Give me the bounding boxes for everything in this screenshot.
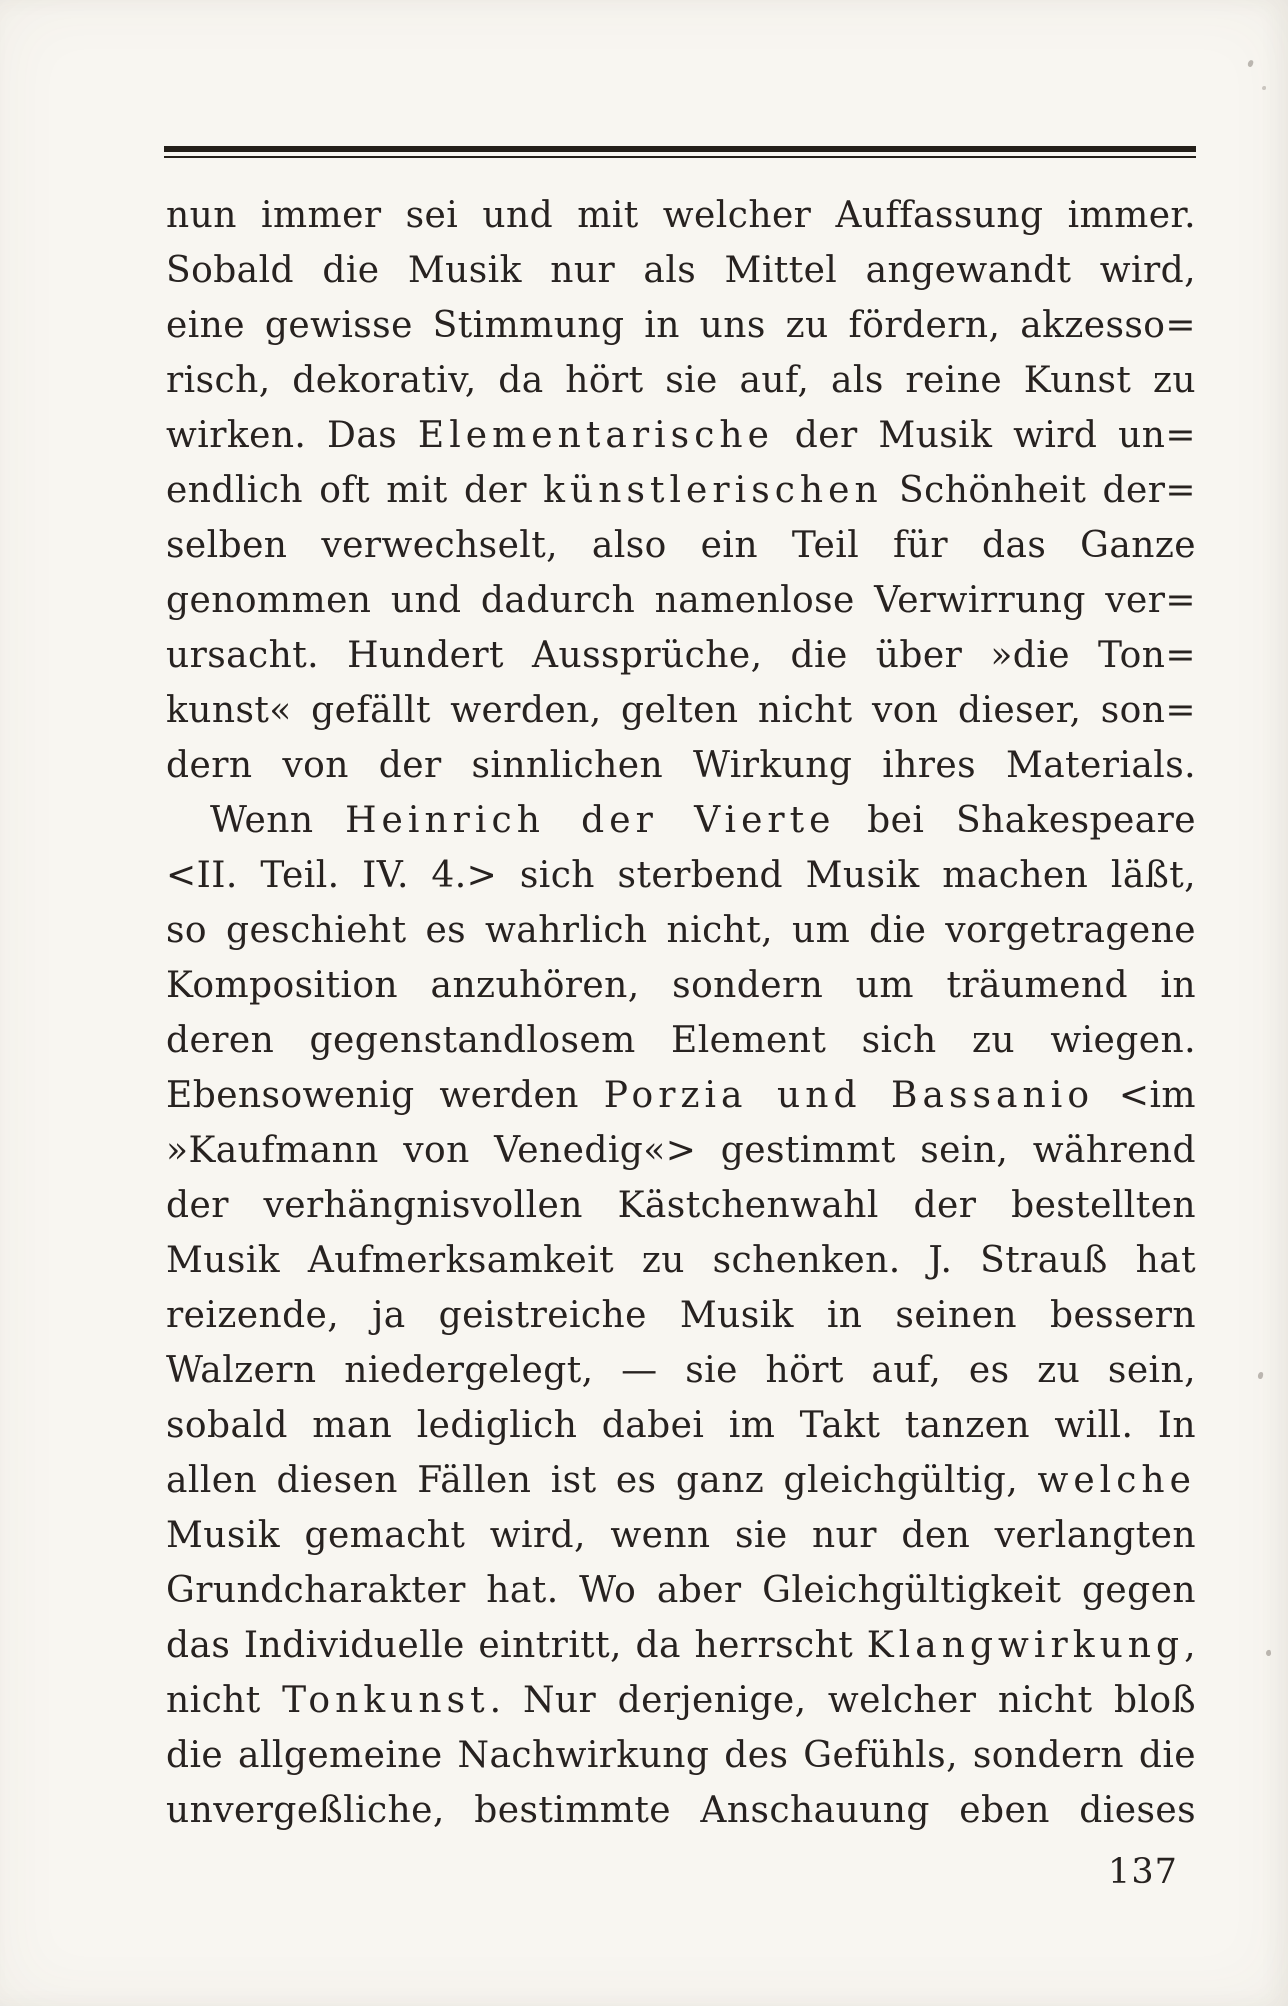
text-segment: deren gegenstandlosem Element sich zu wiegen. [166,1020,1196,1061]
text-segment: sobald man lediglich dabei im Takt tanzen will. In [166,1405,1196,1446]
text-line [166,1618,1196,1673]
text-line [166,353,1196,408]
text-line [166,408,1196,463]
text-line [166,738,1196,793]
text-line [166,683,1196,738]
text-line [166,1563,1196,1618]
text-line [166,298,1196,353]
text-segment: »Kaufmann von Venedig«> gestimmt sein, während [166,1130,1196,1171]
text-segment: Musik gemacht wird, wenn sie nur den verlangten [166,1515,1196,1556]
header-double-rule [164,146,1196,158]
text-segment: allen diesen Fällen ist es ganz gleichgültig, [166,1460,1038,1501]
text-line [166,1453,1196,1508]
text-segment: . Nur derjenige, welcher nicht bloß [489,1680,1196,1721]
text-line [166,1013,1196,1068]
text-line [166,1233,1196,1288]
text-segment: die allgemeine Nachwirkung des Gefühls, sondern die [166,1735,1196,1776]
text-line [166,1123,1196,1178]
text-line [166,1343,1196,1398]
text-line [166,1783,1196,1838]
page-number: 137 [1108,1852,1178,1892]
text-line [166,628,1196,683]
text-segment: Wenn [210,800,346,841]
letterspaced-text-segment: Tonkunst [282,1680,490,1721]
text-segment: dern von der sinnlichen Wirkung ihres Materials. [166,745,1196,786]
text-segment: Walzern niedergelegt, — sie hört auf, es zu sein, [166,1350,1196,1391]
letterspaced-text-segment: Heinrich der Vierte [345,800,836,841]
text-segment: Musik Aufmerksamkeit zu schenken. J. Strauß hat [166,1240,1196,1281]
letterspaced-text-segment: welche [1037,1460,1196,1501]
text-segment: so geschieht es wahrlich nicht, um die vorgetragene [166,910,1196,951]
text-segment: Ebensowenig werden [166,1075,604,1116]
text-segment: <im [1094,1075,1196,1116]
text-line [166,188,1196,243]
text-segment: selben verwechselt, also ein Teil für das Ganze [166,525,1196,566]
text-line [166,573,1196,628]
text-segment: reizende, ja geistreiche Musik in seinen bessern [166,1295,1196,1336]
letterspaced-text-segment: Porzia und Bassanio [603,1075,1095,1116]
text-segment: ursacht. Hundert Aussprüche, die über »die Ton= [166,635,1196,676]
text-segment: der Musik wird un= [773,415,1196,456]
letterspaced-text-segment: Klangwirkung [866,1625,1185,1666]
text-line [166,1728,1196,1783]
text-line [166,1068,1196,1123]
letterspaced-text-segment: Elementarische [417,415,774,456]
text-segment: unvergeßliche, bestimmte Anschauung eben dieses [166,1790,1196,1831]
text-line [166,243,1196,298]
text-line [166,1673,1196,1728]
text-segment: bei Shakespeare [835,800,1196,841]
text-segment: eine gewisse Stimmung in uns zu fördern, akzesso= [166,305,1196,346]
text-segment: nicht [166,1680,283,1721]
text-segment: , [1184,1625,1196,1666]
page-text [166,188,1196,1838]
text-segment: kunst« gefällt werden, gelten nicht von dieser, son= [166,690,1196,731]
scan-speck [1257,1372,1263,1380]
text-segment: <II. Teil. IV. 4.> sich sterbend Musik machen läßt, [166,855,1196,896]
text-segment: Grundcharakter hat. Wo aber Gleichgültigkeit gegen [166,1570,1196,1611]
text-segment: wirken. Das [166,415,418,456]
letterspaced-text-segment: künstlerischen [543,470,883,511]
text-segment: Schönheit der= [882,470,1196,511]
text-line [166,848,1196,903]
text-segment: der verhängnisvollen Kästchenwahl der bestellten [166,1185,1196,1226]
text-segment: risch, dekorativ, da hört sie auf, als reine Kunst zu [166,360,1196,401]
scan-speck [1262,86,1266,90]
text-line [166,518,1196,573]
scan-speck [1266,1650,1272,1657]
text-line [166,958,1196,1013]
text-line [166,1508,1196,1563]
text-line [166,1178,1196,1233]
scan-speck [1247,59,1254,67]
text-segment: genommen und dadurch namenlose Verwirrung ver= [166,580,1196,621]
text-line [166,1288,1196,1343]
text-line [166,463,1196,518]
text-segment: nun immer sei und mit welcher Auffassung immer. [166,195,1196,236]
text-segment: das Individuelle eintritt, da herrscht [166,1625,867,1666]
text-segment: Sobald die Musik nur als Mittel angewandt wird, [166,250,1196,291]
text-segment: Komposition anzuhören, sondern um träumend in [166,965,1196,1006]
text-line [166,793,1196,848]
text-segment: endlich oft mit der [166,470,544,511]
text-line [166,903,1196,958]
text-line [166,1398,1196,1453]
